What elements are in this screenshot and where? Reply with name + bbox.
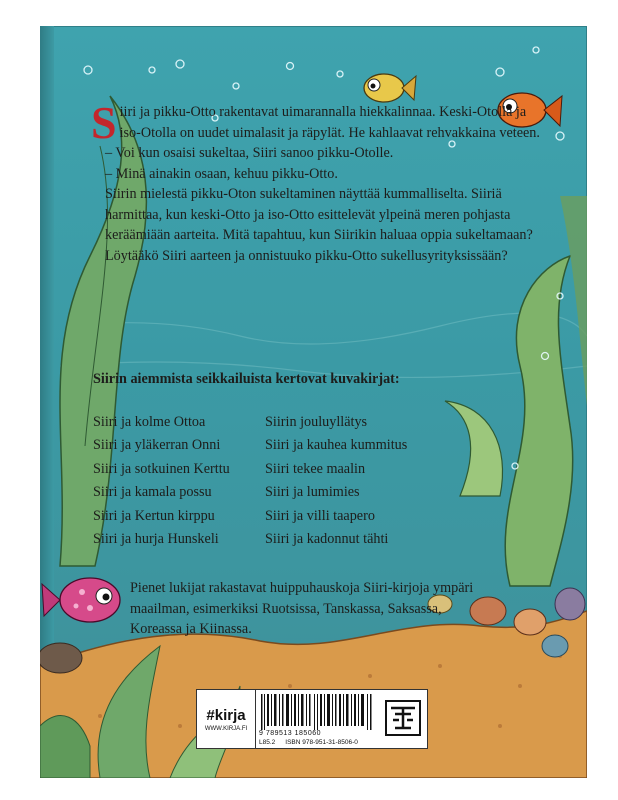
barcode-panel: [196, 689, 428, 749]
series-title: Siiri ja villi taapero: [265, 507, 375, 524]
series-title: Siiri ja kadonnut tähti: [265, 531, 389, 548]
international-note: Pienet lukijat rakastavat huippuhauskoja Siiri-kirjoja ympäri maailman, esimerkiksi Ruotsissa, Tanskassa, Saksassa, Koreassa ja Kiinassa.: [130, 580, 474, 637]
dialogue-line: – Minä ainakin osaan, kehuu pikku-Otto.: [105, 165, 338, 182]
series-title: Siiri tekee maalin: [265, 460, 366, 477]
series-title: Siiri ja kauhea kummitus: [265, 437, 408, 454]
series-title: Siiri ja yläkerran Onni: [93, 437, 221, 454]
series-title: Siiri ja Kertun kirppu: [93, 507, 215, 524]
publisher-logo: [197, 690, 256, 748]
series-title: Siirin jouluyllätys: [265, 414, 368, 430]
dropcap-letter: S: [91, 97, 117, 148]
series-list-column-2: [265, 411, 407, 551]
series-list-column-1: [93, 411, 230, 551]
series-heading: Siirin aiemmista seikkailuista kertovat kuvakirjat:: [93, 371, 400, 387]
series-title: Siiri ja sotkuinen Kerttu: [93, 460, 230, 477]
publisher-url: WWW.KIRJA.FI: [204, 725, 248, 732]
publisher-mark-icon: [385, 700, 421, 736]
fish-yellow-icon: [364, 74, 416, 102]
barcode-bars: [261, 694, 373, 730]
publisher-logo-text: #kirja: [206, 706, 246, 724]
class-code: L85.2: [259, 739, 276, 746]
fish-pink-icon: [42, 578, 120, 622]
isbn: ISBN 978-951-31-8506-0: [285, 739, 358, 746]
series-title: Siiri ja lumimies: [265, 484, 360, 501]
dialogue-line: – Voi kun osaisi sukeltaa, Siiri sanoo pikku-Otolle.: [105, 145, 394, 161]
description-paragraph: Siiri ja pikku-Otto rakentavat uimarannalla hiekkalinnaa. Keski-Otolla ja iso-Otolla on uudet uimalasit ja räpylät. He kahlaavat rehvakkaina veteen.: [91, 97, 540, 148]
description-paragraph: Siirin mielestä pikku-Oton sukeltaminen näyttää kummalliselta. Siiriä harmittaa, kun keski-Otto ja iso-Otto esittelevät ylpeinä meren pohjasta keräämiään aarteita. Mitä tapahtuu, kun Siirikin haluaa oppia sukeltamaan? Löytääkö Siiri aarteen ja onnistuuko pikku-Otto sukellusyrityksissään?: [105, 186, 533, 264]
series-title: Siiri ja kolme Ottoa: [93, 414, 206, 430]
book-back-cover: [40, 26, 587, 778]
barcode-footer: [259, 739, 368, 746]
series-title: Siiri ja kamala possu: [93, 484, 212, 501]
series-title: Siiri ja hurja Hunskeli: [93, 531, 219, 548]
book-description: [91, 97, 543, 266]
barcode-number: 9 789513 185060: [259, 730, 321, 737]
